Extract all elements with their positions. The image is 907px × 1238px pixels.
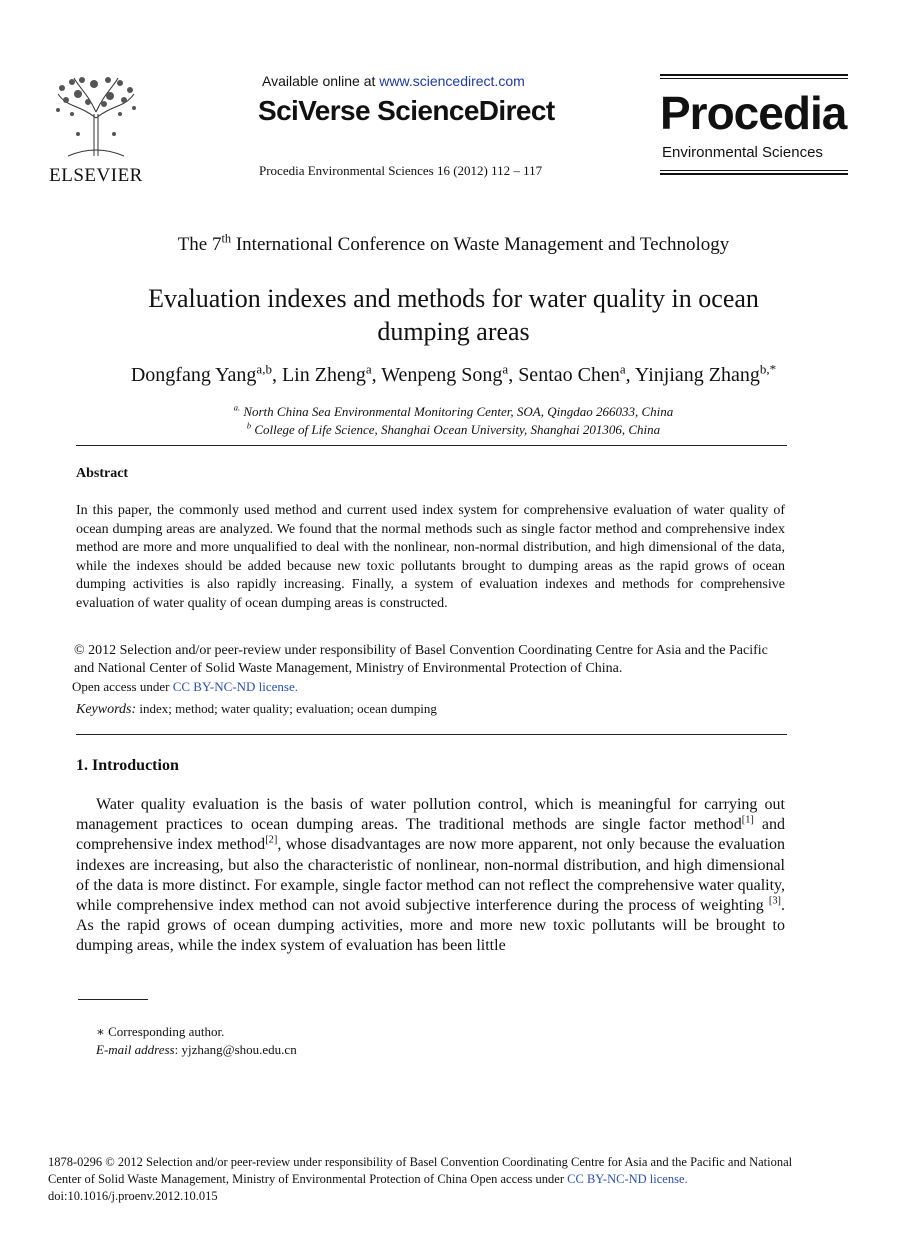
procedia-wordmark: Procedia bbox=[660, 87, 847, 139]
divider bbox=[76, 734, 787, 735]
sciverse-logo: SciVerse ScienceDirect bbox=[258, 95, 555, 126]
citation-ref[interactable]: [3] bbox=[768, 895, 781, 907]
author[interactable]: Dongfang Yang$^{a,b}$, bbox=[130, 361, 282, 386]
footer-license-link[interactable]: CC BY-NC-ND license. bbox=[567, 1172, 688, 1186]
keywords bbox=[76, 701, 437, 718]
citation-ref[interactable]: [2] bbox=[265, 835, 278, 847]
email-line: E-mail address: yjzhang@shou.edu.cn bbox=[96, 1042, 297, 1057]
corresponding-author: ∗ Corresponding author. bbox=[96, 1024, 225, 1039]
copyright-notice: © 2012 Selection and/or peer-review under responsibility of Basel Convention Coordinating Centre for Asia and the Pacific and National Center of Solid Waste Management, Ministry of Environmental Protection of China. bbox=[74, 643, 768, 676]
abstract-text: In this paper, the commonly used method and current used index system for comprehensive evaluation of water quality of ocean dumping areas are analyzed. We found that the normal methods such as single factor method and comprehensive index method are more and more unqualified to deal with the nonlinear, non-normal distribution, and high dimensional of the data, while the indexes should be added because new toxic pollutants brought to dumping areas as the rapid grows of ocean dumping activities is also rapidly increasing. Finally, a system of evaluation indexes and methods for comprehensive evaluation of water quality of ocean dumping areas is constructed. bbox=[76, 503, 785, 611]
author[interactable]: Sentao Chen$^a$, bbox=[518, 361, 635, 386]
author[interactable]: Wenpeng Song$^a$, bbox=[381, 361, 519, 386]
sciencedirect-link[interactable]: www.sciencedirect.com bbox=[379, 73, 525, 89]
divider bbox=[76, 445, 787, 446]
author[interactable]: Lin Zheng$^a$, bbox=[281, 361, 382, 386]
intro-paragraph: Water quality evaluation is the basis of water pollution control, which is meaningful for carrying out management practices to ocean dumping areas. The traditional methods are single factor method[1] and comprehensive index method[2], whose disadvantages are now more apparent, not only because the evaluation indexes are increasing, but also the characteristic of nonlinear, non-normal distribution, and high dimensional of the data is more distinct. For example, single factor method can not reflect the comprehensive water quality, while comprehensive index method can not avoid subjective interference during the process of weighting [3]. As the rapid grows of ocean dumping activities, more and more new toxic pollutants will be brought to dumping areas, while the index system of evaluation has been little bbox=[76, 796, 786, 955]
author[interactable]: Yinjiang Zhang$^{b,*}$ bbox=[634, 361, 777, 386]
section-heading: 1. Introduction bbox=[76, 757, 179, 774]
page-footer: 1878-0296 © 2012 Selection and/or peer-review under responsibility of Basel Convention Coordinating Centre for Asia and the Pacific and National Center of Solid Waste Management, Ministry of Environmental Protection of China Open access under CC BY-NC-ND license. doi:10.1016/j.proenv.2012.10.015 bbox=[48, 1154, 878, 1205]
elsevier-tree-icon bbox=[48, 74, 144, 158]
license-link[interactable]: CC BY-NC-ND license. bbox=[172, 679, 299, 694]
keywords-text: index; method; water quality; evaluation; ocean dumping bbox=[136, 701, 437, 716]
keywords-label: Keywords: bbox=[76, 702, 137, 717]
available-online: Available online at www.sciencedirect.com bbox=[262, 73, 525, 89]
author-list bbox=[0, 361, 907, 387]
procedia-subtitle: Environmental Sciences bbox=[662, 144, 823, 161]
publisher-name: ELSEVIER bbox=[49, 165, 143, 186]
open-access: Open access under CC BY-NC-ND license. bbox=[72, 679, 299, 694]
conference-name: The 7th International Conference on Waste Management and Technology bbox=[177, 231, 730, 255]
elsevier-logo bbox=[48, 74, 144, 186]
footnote-rule bbox=[78, 999, 148, 1000]
doi[interactable]: doi:10.1016/j.proenv.2012.10.015 bbox=[48, 1189, 218, 1203]
footnote bbox=[96, 1023, 297, 1059]
affiliation: $^{a.}$ North China Sea Environmental Monitoring Center, SOA, Qingdao 266033, China bbox=[233, 402, 674, 419]
abstract-heading: Abstract bbox=[76, 466, 129, 481]
procedia-logo bbox=[660, 74, 848, 176]
affiliation: $^b$ College of Life Science, Shanghai Ocean University, Shanghai 201306, China bbox=[246, 420, 661, 437]
affiliations bbox=[0, 403, 907, 439]
journal-citation: Procedia Environmental Sciences 16 (2012) 112 – 117 bbox=[259, 163, 543, 178]
citation-ref[interactable]: [1] bbox=[741, 814, 754, 826]
paper-title: Evaluation indexes and methods for water quality in ocean dumping areas bbox=[148, 284, 759, 346]
